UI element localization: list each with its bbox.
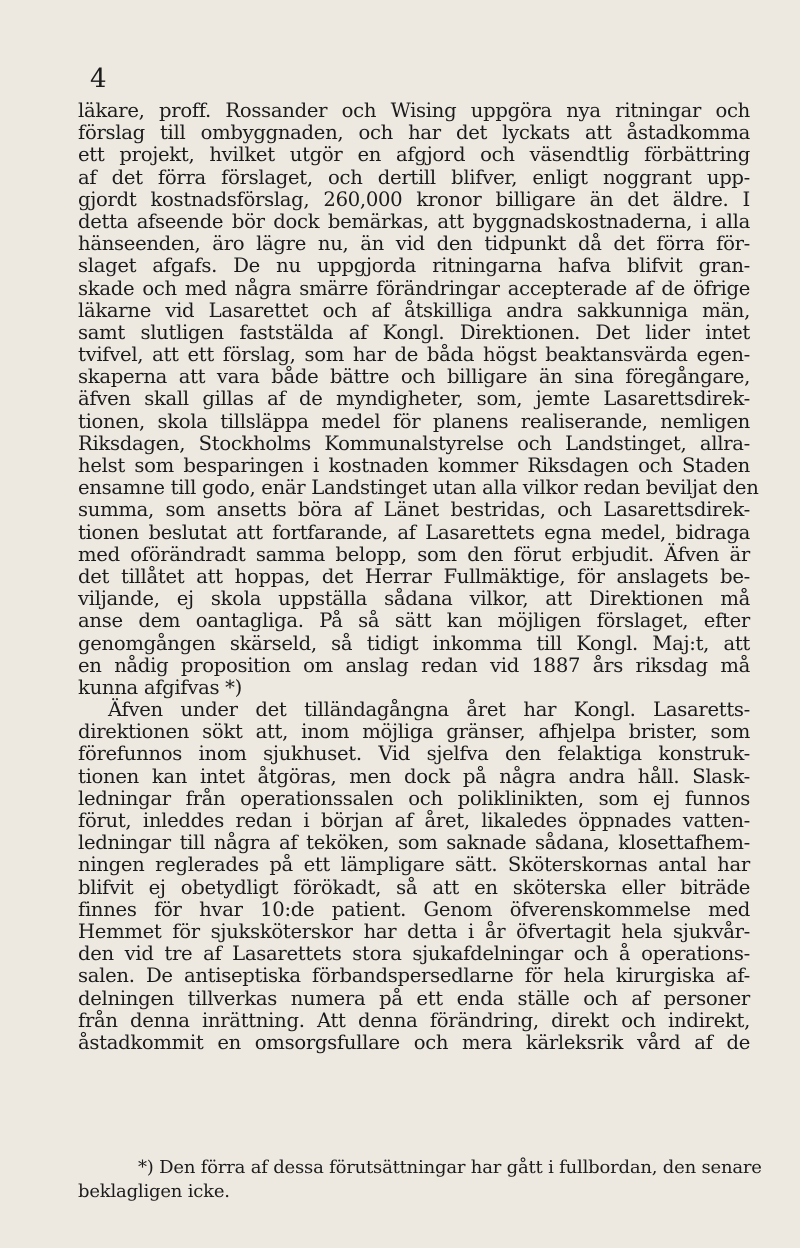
text-line: tionen beslutat att fortfarande, af Lasarettets egna medel, bidraga bbox=[78, 520, 750, 544]
footnote-line: *) Den förra af dessa förutsättningar har gått i fullbordan, den senare bbox=[138, 1157, 762, 1178]
text-line: läkare, proff. Rossander och Wising uppgöra nya ritningar och bbox=[78, 99, 750, 122]
text-line: viljande, ej skola uppställa sådana vilkor, att Direktionen må bbox=[78, 587, 750, 611]
text-line: förslag till ombyggnaden, och har det lyckats att åstadkomma bbox=[78, 121, 750, 145]
text-line: slaget afgafs. De nu uppgjorda ritningarna hafva blifvit gran- bbox=[78, 254, 750, 278]
text-line: tvifvel, att ett förslag, som har de båda högst beaktansvärda egen- bbox=[78, 343, 750, 367]
body-text bbox=[78, 99, 759, 1054]
text-line: delningen tillverkas numera på ett enda ställe och af personer bbox=[78, 986, 750, 1010]
text-line: helst som besparingen i kostnaden kommer Riksdagen och Staden bbox=[78, 454, 750, 477]
footnote-line: beklagligen icke. bbox=[78, 1181, 230, 1202]
text-line: hänseenden, äro lägre nu, än vid den tidpunkt då det förra för- bbox=[78, 232, 750, 256]
text-line: en nådig proposition om anslag redan vid 1887 års riksdag må bbox=[78, 653, 750, 677]
text-line: med oförändradt samma belopp, som den förut erbjudit. Äfven är bbox=[78, 542, 750, 566]
text-line: samt slutligen faststälda af Kongl. Direktionen. Det lider intet bbox=[78, 320, 750, 344]
text-line: blifvit ej obetydligt förökadt, så att en sköterska eller biträde bbox=[78, 875, 750, 899]
text-line: den vid tre af Lasarettets stora sjukafdelningar och å operations- bbox=[78, 942, 750, 966]
text-line: direktionen sökt att, inom möjliga gränser, afhjelpa brister, som bbox=[78, 720, 750, 744]
text-line: förut, inleddes redan i början af året, likaledes öppnades vatten- bbox=[78, 809, 750, 832]
text-line: af det förra förslaget, och dertill blifver, enligt noggrant upp- bbox=[78, 165, 750, 189]
text-line: Riksdagen, Stockholms Kommunalstyrelse och Landstinget, allra- bbox=[78, 431, 750, 455]
text-line: ett projekt, hvilket utgör en afgjord och väsendtlig förbättring bbox=[78, 143, 750, 167]
text-line: ensamne till godo, enär Landstinget utan alla vilkor redan beviljat den bbox=[78, 476, 759, 500]
text-line: salen. De antiseptiska förbandspersedlarne för hela kirurgiska af- bbox=[78, 964, 750, 988]
text-line: Hemmet för sjuksköterskor har detta i år öfvertagit hela sjukvår- bbox=[78, 919, 750, 943]
text-line: anse dem oantagliga. På så sätt kan möjligen förslaget, efter bbox=[78, 609, 750, 633]
text-line: åstadkommit en omsorgsfullare och mera kärleksrik vård af de bbox=[78, 1030, 750, 1054]
text-line: skaperna att vara både bättre och billigare än sina föregångare, bbox=[78, 365, 750, 389]
footnote bbox=[78, 1156, 762, 1204]
text-line: det tillåtet att hoppas, det Herrar Fullmäktige, för anslagets be- bbox=[78, 564, 750, 588]
text-line: ledningar från operationssalen och poliklinikten, som ej funnos bbox=[78, 786, 750, 810]
text-line: tionen, skola tillsläppa medel för planens realiserande, nemligen bbox=[78, 409, 750, 433]
text-line: skade och med några smärre förändringar accepterade af de öfrige bbox=[78, 276, 750, 300]
text-line: från denna inrättning. Att denna förändring, direkt och indirekt, bbox=[78, 1008, 750, 1032]
text-line: detta afseende bör dock bemärkas, att byggnadskostnaderna, i alla bbox=[78, 209, 750, 233]
text-line: kunna afgifvas *) bbox=[78, 675, 243, 699]
text-line: genomgången skärseld, så tidigt inkomma till Kongl. Maj:t, att bbox=[78, 631, 750, 655]
text-line: tionen kan intet åtgöras, men dock på några andra håll. Slask- bbox=[78, 764, 750, 788]
text-line: Äfven under det tilländagångna året har Kongl. Lasaretts- bbox=[108, 698, 750, 722]
text-line: ledningar till några af teköken, som saknade sådana, klosettafhem- bbox=[78, 831, 750, 855]
page-number: 4 bbox=[90, 64, 107, 94]
text-line: gjordt kostnadsförslag, 260,000 kronor billigare än det äldre. I bbox=[78, 187, 750, 211]
text-line: förefunnos inom sjukhuset. Vid sjelfva den felaktiga konstruk- bbox=[78, 742, 750, 766]
text-line: äfven skall gillas af de myndigheter, som, jemte Lasarettsdirek- bbox=[78, 387, 750, 411]
text-line: summa, som ansetts böra af Länet bestridas, och Lasarettsdirek- bbox=[78, 498, 750, 522]
text-line: ningen reglerades på ett lämpligare sätt. Sköterskornas antal har bbox=[78, 853, 750, 877]
text-line: finnes för hvar 10:de patient. Genom öfverenskommelse med bbox=[78, 897, 750, 921]
text-line: läkarne vid Lasarettet och af åtskilliga andra sakkunniga män, bbox=[78, 298, 750, 322]
